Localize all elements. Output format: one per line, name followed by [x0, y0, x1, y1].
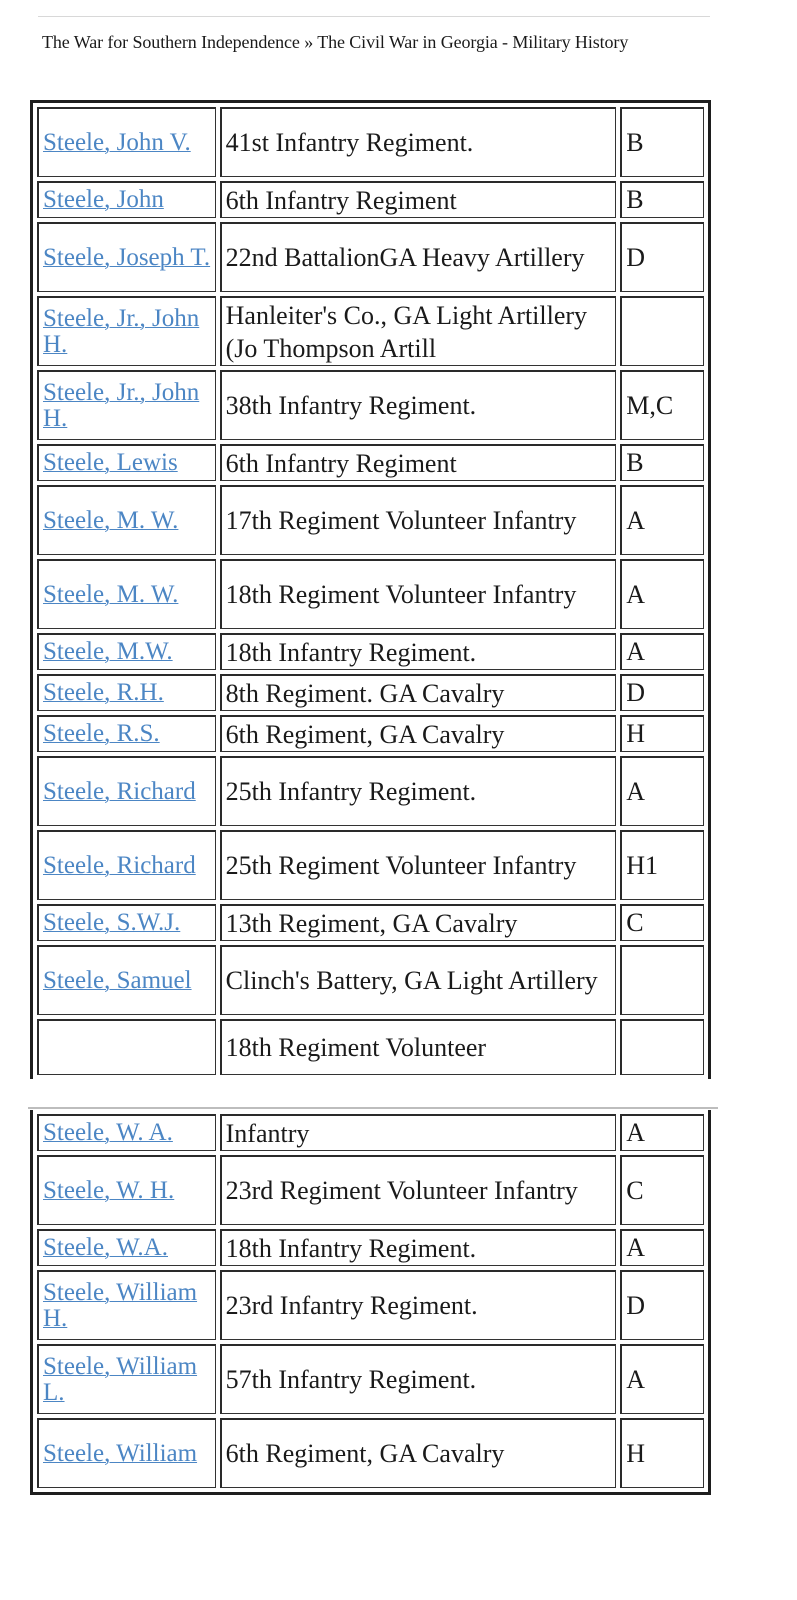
company-cell: A [620, 1114, 704, 1151]
table-row [37, 633, 704, 670]
soldier-name-cell [37, 485, 216, 555]
company-cell: D [620, 222, 704, 292]
unit-cell: Clinch's Battery, GA Light Artillery [220, 945, 617, 1015]
soldier-name-link[interactable]: Steele, John V. [43, 128, 191, 156]
soldier-name-link[interactable]: Steele, W. H. [43, 1176, 175, 1204]
company-cell: C [620, 904, 704, 941]
soldier-name-link[interactable]: Steele, S.W.J. [43, 909, 181, 936]
soldier-name-link[interactable]: Steele, William L. [43, 1352, 198, 1406]
unit-cell: Hanleiter's Co., GA Light Artillery (Jo Thompson Artill [220, 296, 617, 366]
soldier-table-bottom [30, 1110, 711, 1495]
soldier-name-link[interactable]: Steele, Jr., John H. [43, 304, 200, 358]
soldier-name-cell [37, 1344, 216, 1414]
unit-cell: Infantry [220, 1114, 617, 1151]
soldier-name-cell [37, 107, 216, 177]
soldier-name-link[interactable]: Steele, William H. [43, 1278, 198, 1332]
soldier-name-link[interactable]: Steele, M. W. [43, 506, 179, 534]
table-row [37, 904, 704, 941]
table-row [37, 107, 704, 177]
company-cell: A [620, 1344, 704, 1414]
unit-cell: 57th Infantry Regiment. [220, 1344, 617, 1414]
table-row [37, 1344, 704, 1414]
unit-cell: 18th Regiment Volunteer [220, 1019, 617, 1075]
company-cell: B [620, 444, 704, 481]
company-cell [620, 945, 704, 1015]
soldier-name-link[interactable]: Steele, W. A. [43, 1119, 173, 1146]
soldier-name-cell [37, 1270, 216, 1340]
company-cell [620, 1019, 704, 1075]
unit-cell: 22nd BattalionGA Heavy Artillery [220, 222, 617, 292]
soldier-name-link[interactable]: Steele, M. W. [43, 580, 179, 608]
unit-cell: 41st Infantry Regiment. [220, 107, 617, 177]
unit-cell: 18th Regiment Volunteer Infantry [220, 559, 617, 629]
table-row [37, 485, 704, 555]
breadcrumb: The War for Southern Independence » The Civil War in Georgia - Military History [42, 32, 629, 52]
unit-cell: 17th Regiment Volunteer Infantry [220, 485, 617, 555]
soldier-name-cell [37, 444, 216, 481]
table-row [37, 715, 704, 752]
table-row [37, 222, 704, 292]
table-row [37, 1418, 704, 1488]
soldier-name-link[interactable]: Steele, William [43, 1439, 198, 1467]
unit-cell: 6th Regiment, GA Cavalry [220, 1418, 617, 1488]
soldier-name-cell [37, 1229, 216, 1266]
unit-cell: 25th Infantry Regiment. [220, 756, 617, 826]
top-rule [38, 16, 710, 17]
company-cell: C [620, 1155, 704, 1225]
table-row [37, 296, 704, 366]
company-cell: A [620, 756, 704, 826]
company-cell: D [620, 1270, 704, 1340]
company-cell: A [620, 633, 704, 670]
company-cell: D [620, 674, 704, 711]
soldier-name-link[interactable]: Steele, John [43, 186, 164, 213]
table-row [37, 945, 704, 1015]
unit-cell: 6th Infantry Regiment [220, 444, 617, 481]
page-tear-divider [28, 1107, 718, 1109]
unit-cell: 38th Infantry Regiment. [220, 370, 617, 440]
soldier-name-cell [37, 1019, 216, 1075]
table-row [37, 756, 704, 826]
company-cell: B [620, 181, 704, 218]
soldier-name-link[interactable]: Steele, W.A. [43, 1234, 168, 1261]
company-cell: H [620, 715, 704, 752]
soldier-name-cell [37, 370, 216, 440]
company-cell: A [620, 559, 704, 629]
table-row [37, 559, 704, 629]
table-row [37, 444, 704, 481]
unit-cell: 6th Infantry Regiment [220, 181, 617, 218]
unit-cell: 13th Regiment, GA Cavalry [220, 904, 617, 941]
soldier-name-cell [37, 222, 216, 292]
table-row [37, 1155, 704, 1225]
soldier-name-cell [37, 674, 216, 711]
soldier-name-link[interactable]: Steele, Joseph T. [43, 243, 211, 271]
table-row [37, 1114, 704, 1151]
table-row [37, 181, 704, 218]
soldier-table-top [30, 100, 711, 1079]
company-cell: H [620, 1418, 704, 1488]
unit-cell: 6th Regiment, GA Cavalry [220, 715, 617, 752]
table-row [37, 830, 704, 900]
soldier-name-link[interactable]: Steele, R.H. [43, 679, 164, 706]
soldier-name-cell [37, 559, 216, 629]
soldier-name-link[interactable]: Steele, Lewis [43, 449, 178, 476]
company-cell: B [620, 107, 704, 177]
unit-cell: 18th Infantry Regiment. [220, 1229, 617, 1266]
soldier-name-link[interactable]: Steele, M.W. [43, 638, 173, 665]
soldier-name-cell [37, 715, 216, 752]
table-row [37, 370, 704, 440]
table-row [37, 1229, 704, 1266]
unit-cell: 25th Regiment Volunteer Infantry [220, 830, 617, 900]
soldier-name-link[interactable]: Steele, Samuel [43, 966, 192, 994]
soldier-name-cell [37, 1114, 216, 1151]
soldier-name-link[interactable]: Steele, Jr., John H. [43, 378, 200, 432]
table-row [37, 1270, 704, 1340]
soldier-name-cell [37, 830, 216, 900]
unit-cell: 18th Infantry Regiment. [220, 633, 617, 670]
company-cell: H1 [620, 830, 704, 900]
table-row [37, 1019, 704, 1075]
soldier-name-link[interactable]: Steele, Richard [43, 851, 196, 879]
soldier-name-cell [37, 296, 216, 366]
soldier-name-cell [37, 1155, 216, 1225]
soldier-name-cell [37, 945, 216, 1015]
table-row [37, 674, 704, 711]
soldier-name-link[interactable]: Steele, R.S. [43, 720, 160, 747]
soldier-name-link[interactable]: Steele, Richard [43, 777, 196, 805]
soldier-name-cell [37, 904, 216, 941]
soldier-name-cell [37, 1418, 216, 1488]
soldier-name-cell [37, 181, 216, 218]
soldier-name-cell [37, 756, 216, 826]
company-cell: M,C [620, 370, 704, 440]
unit-cell: 23rd Infantry Regiment. [220, 1270, 617, 1340]
company-cell [620, 296, 704, 366]
unit-cell: 23rd Regiment Volunteer Infantry [220, 1155, 617, 1225]
company-cell: A [620, 1229, 704, 1266]
company-cell: A [620, 485, 704, 555]
unit-cell: 8th Regiment. GA Cavalry [220, 674, 617, 711]
soldier-name-cell [37, 633, 216, 670]
